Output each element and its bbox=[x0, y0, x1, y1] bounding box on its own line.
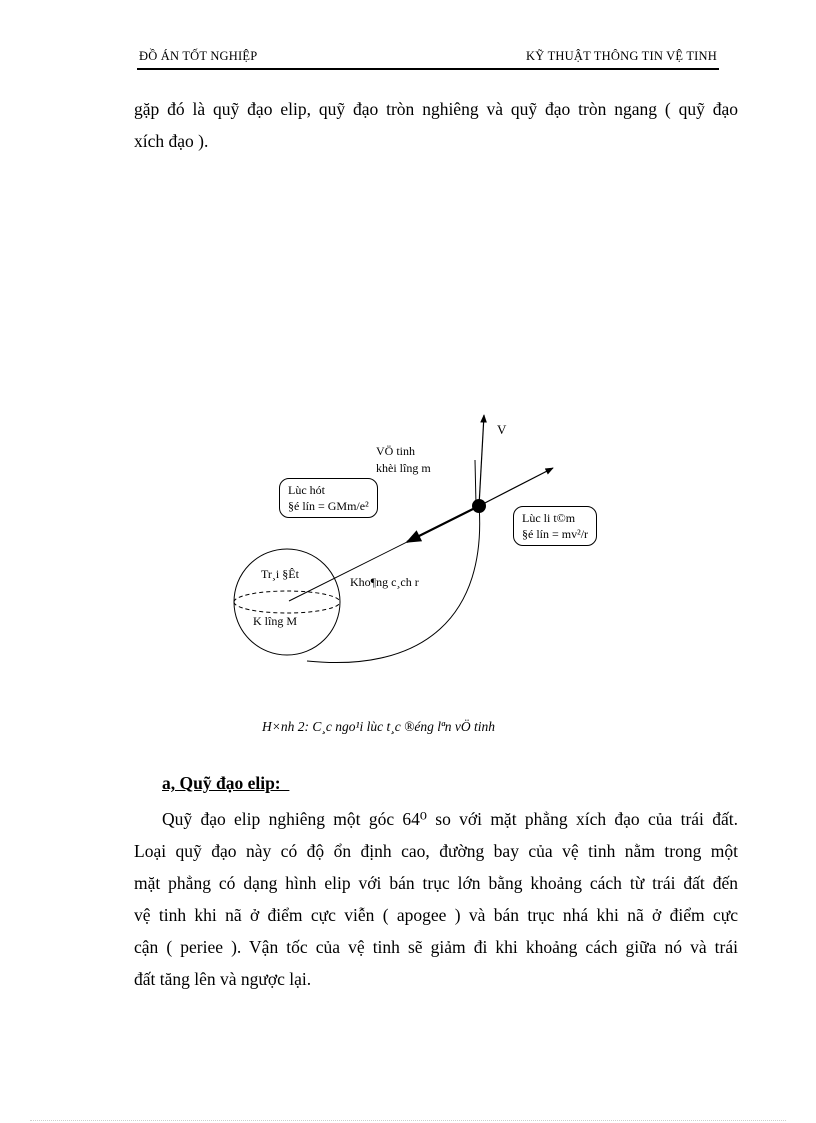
satellite-label: VÖ tinh bbox=[376, 444, 415, 458]
satellite-dot bbox=[472, 499, 486, 513]
page-header bbox=[137, 47, 719, 69]
satellite-mass-label: khèi lîng m bbox=[376, 461, 431, 475]
paragraph-line: mặt phẳng có dạng hình elip với bán trục lớn bằng khoảng cách từ trái đất đến bbox=[134, 873, 738, 893]
section-paragraph bbox=[134, 803, 738, 995]
paragraph-line: Loại quỹ đạo này có độ ổn định cao, đường bay của vệ tinh nằm trong một bbox=[134, 841, 738, 861]
velocity-label: V bbox=[497, 422, 507, 437]
intro-line: gặp đó là quỹ đạo elip, quỹ đạo tròn nghiêng và quỹ đạo tròn ngang ( quỹ đạo bbox=[134, 99, 738, 119]
centrifugal-arrow bbox=[479, 468, 553, 506]
earth-circle bbox=[234, 549, 340, 655]
page-bottom-border bbox=[30, 1120, 786, 1121]
centrifugal-box bbox=[513, 506, 597, 546]
paragraph-line: vệ tinh khi nã ở điểm cực viễn ( apogee ) và bán trục nhá khi nã ở điểm cực bbox=[134, 905, 738, 925]
gravity-arrow bbox=[407, 506, 479, 542]
equator-back bbox=[234, 591, 340, 602]
velocity-arrow bbox=[479, 415, 484, 506]
gravity-box bbox=[279, 478, 378, 518]
intro-paragraph bbox=[134, 93, 738, 157]
section-heading: a, Quỹ đạo elip: bbox=[162, 773, 290, 793]
paragraph-line: Quỹ đạo elip nghiêng một góc 64⁰ so với mặt phẳng xích đạo của trái đất. bbox=[162, 809, 738, 829]
centrifugal-box-formula: §é lín = mv²/r bbox=[522, 527, 589, 541]
gravity-box-title: Lùc hót bbox=[288, 483, 325, 497]
header-rule bbox=[137, 68, 719, 70]
centrifugal-box-title: Lùc li t©m bbox=[522, 511, 576, 525]
header-left-title: ĐỒ ÁN TỐT NGHIỆP bbox=[139, 49, 258, 63]
paragraph-line: đất tăng lên và ngược lại. bbox=[134, 969, 312, 989]
gravity-box-formula: §é lín = GMm/e² bbox=[288, 499, 369, 513]
paragraph-line: cận ( periee ). Vận tốc của vệ tinh sẽ giảm đi khi khoảng cách giữa nó và trái bbox=[134, 937, 738, 957]
earth-mass-label: K lîng M bbox=[253, 614, 298, 628]
intro-line: xích đạo ). bbox=[134, 131, 209, 151]
header-right-title: KỸ THUẬT THÔNG TIN VỆ TINH bbox=[526, 49, 717, 63]
figure-caption: H×nh 2: C¸c ngo¹i lùc t¸c ®éng lªn vÖ tinh bbox=[262, 719, 495, 734]
velocity-arrow-shadow bbox=[475, 460, 476, 505]
distance-label: Kho¶ng c¸ch r bbox=[350, 575, 419, 589]
earth-label: Tr¸i §Êt bbox=[261, 567, 299, 581]
equator-front bbox=[234, 602, 340, 613]
satellite-forces-figure bbox=[225, 405, 655, 685]
